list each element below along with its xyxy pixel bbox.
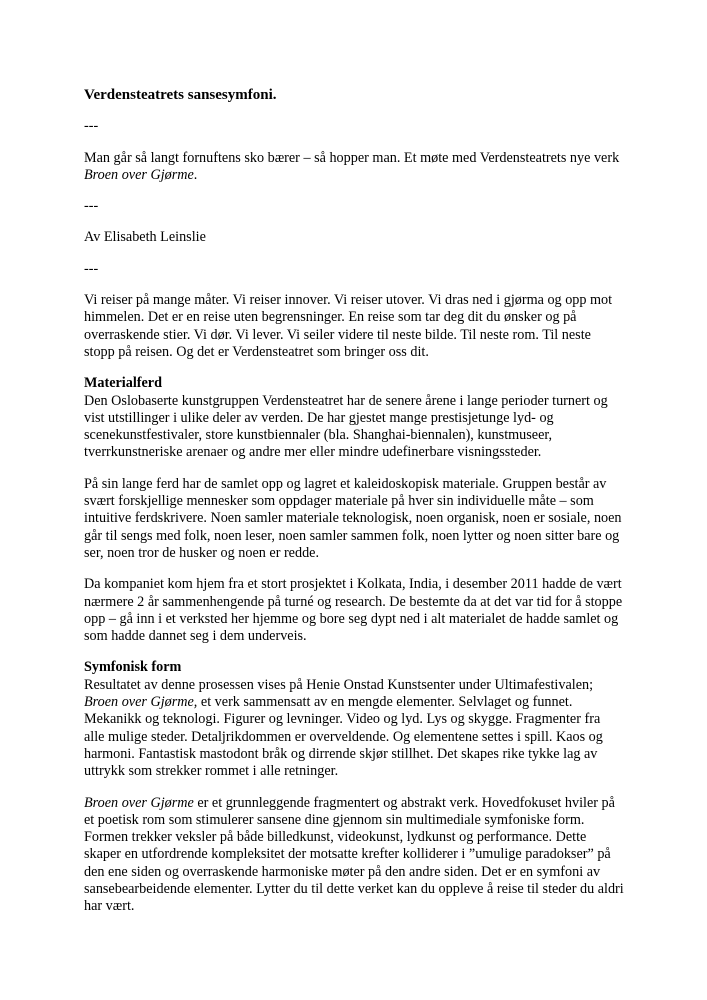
symfonisk-form-paragraph-1-text: et verk sammensatt av en mengde elementer. Selvlaget og funnet. Mekanikk og teknologi. Figurer og levninger. Video og lyd. Lys og skygge. Fragmenter fra alle mulige steder. Detaljrikdommen er overveldende. Og elementene settes i spill. Kaos og harmoni. Fantastisk mastodont bråk og dirrende skjør stillhet. Det skapes rike tykke lag av uttrykk som strekker rommet i alle retninger.	[84, 694, 603, 780]
byline	[84, 229, 624, 246]
separator-dashes-text: ---	[84, 118, 99, 135]
intro-paragraph	[84, 292, 624, 361]
materialferd-paragraph-2-text: På sin lange ferd har de samlet opp og lagret et kaleidoskopisk materiale. Gruppen består av svært forskjellige mennesker som oppdager materiale på hver sin individuelle måte – som intuitive ferdskrivere. Noen samler materiale teknologisk, noen organisk, noen er sosiale, noen går til sengs med folk, noen leser, noen samler sammen folk, noen lytter og noen sitter bare og ser, noen tror de husker og noen er redde.	[84, 475, 622, 561]
materialferd-paragraph-2	[84, 476, 624, 562]
symfonisk-form-paragraph-1-text: Resultatet av denne prosessen vises på Henie Onstad Kunstsenter under Ultimafestivalen;	[84, 676, 594, 693]
symfonisk-form-paragraph-2-text: Broen over Gjørme	[84, 794, 194, 811]
separator-dashes-text: ---	[84, 198, 99, 215]
symfonisk-form-paragraph-2	[84, 795, 624, 916]
materialferd-paragraph-1	[84, 393, 624, 462]
symfonisk-form-paragraph-1-text: Broen over Gjørme,	[84, 694, 198, 711]
section-heading-materialferd	[84, 375, 624, 392]
symfonisk-form-paragraph-2-text: er et grunnleggende fragmentert og abstrakt verk. Hovedfokuset hviler på et poetisk rom som stimulerer sansene dine gjennom sin multimediale symfoniske form. Formen trekker veksler på både billedkunst, videokunst, lydkunst og performance. Dette skaper en utfordrende kompleksitet der motsatte krefter kolliderer i ”umulige paradokser” på den ene siden og overraskende harmoniske møter på den andre siden. Det er en symfoni av sansebearbeidende elementer. Lytter du til dette verket kan du oppleve å reise til steder du aldri har vært.	[84, 794, 624, 915]
section-heading-symfonisk-form-text: Symfonisk form	[84, 659, 182, 676]
separator-dashes	[84, 118, 624, 135]
byline-text: Av Elisabeth Leinslie	[84, 229, 206, 246]
lead-paragraph-text: Man går så langt fornuftens sko bærer – så hopper man. Et møte med Verdensteatrets nye verk	[84, 149, 620, 166]
section-heading-materialferd-text: Materialferd	[84, 375, 162, 392]
lead-paragraph-text: .	[193, 166, 198, 183]
lead-paragraph	[84, 150, 624, 185]
lead-paragraph-text: Broen over Gjørme	[84, 166, 194, 183]
separator-dashes	[84, 198, 624, 215]
materialferd-paragraph-3-text: Da kompaniet kom hjem fra et stort prosjektet i Kolkata, India, i desember 2011 hadde de vært nærmere 2 år sammenhengende på turné og research. De bestemte da at det var tid for å stoppe opp – gå inn i et verksted her hjemme og bore seg dypt ned i alt materialet de hadde samlet og som hadde dannet seg i dem underveis.	[84, 576, 623, 645]
materialferd-paragraph-1-text: Den Oslobaserte kunstgruppen Verdensteatret har de senere årene i lange perioder turnert og vist utstillinger i ulike deler av verden. De har gjestet mange prestisjetunge lyd- og scenekunstfestivaler, store kunstbiennaler (bla. Shanghai-biennalen), kunstmuseer, tverrkunstneriske arenaer og andre mer eller mindre udefinerbare visningssteder.	[84, 392, 608, 461]
intro-paragraph-text: Vi reiser på mange måter. Vi reiser innover. Vi reiser utover. Vi dras ned i gjørma og opp mot himmelen. Det er en reise uten begrensninger. En reise som tar deg dit du ønsker og på overraskende stier. Vi dør. Vi lever. Vi seiler videre til neste bilde. Til neste rom. Til neste stopp på reisen. Og det er Verdensteatret som bringer oss dit.	[84, 292, 613, 360]
symfonisk-form-paragraph-1	[84, 677, 624, 781]
article-title	[84, 87, 624, 104]
article-title-text: Verdensteatrets sansesymfoni.	[84, 87, 277, 103]
materialferd-paragraph-3	[84, 576, 624, 645]
separator-dashes	[84, 261, 624, 278]
section-heading-symfonisk-form	[84, 659, 624, 676]
separator-dashes-text: ---	[84, 260, 99, 277]
